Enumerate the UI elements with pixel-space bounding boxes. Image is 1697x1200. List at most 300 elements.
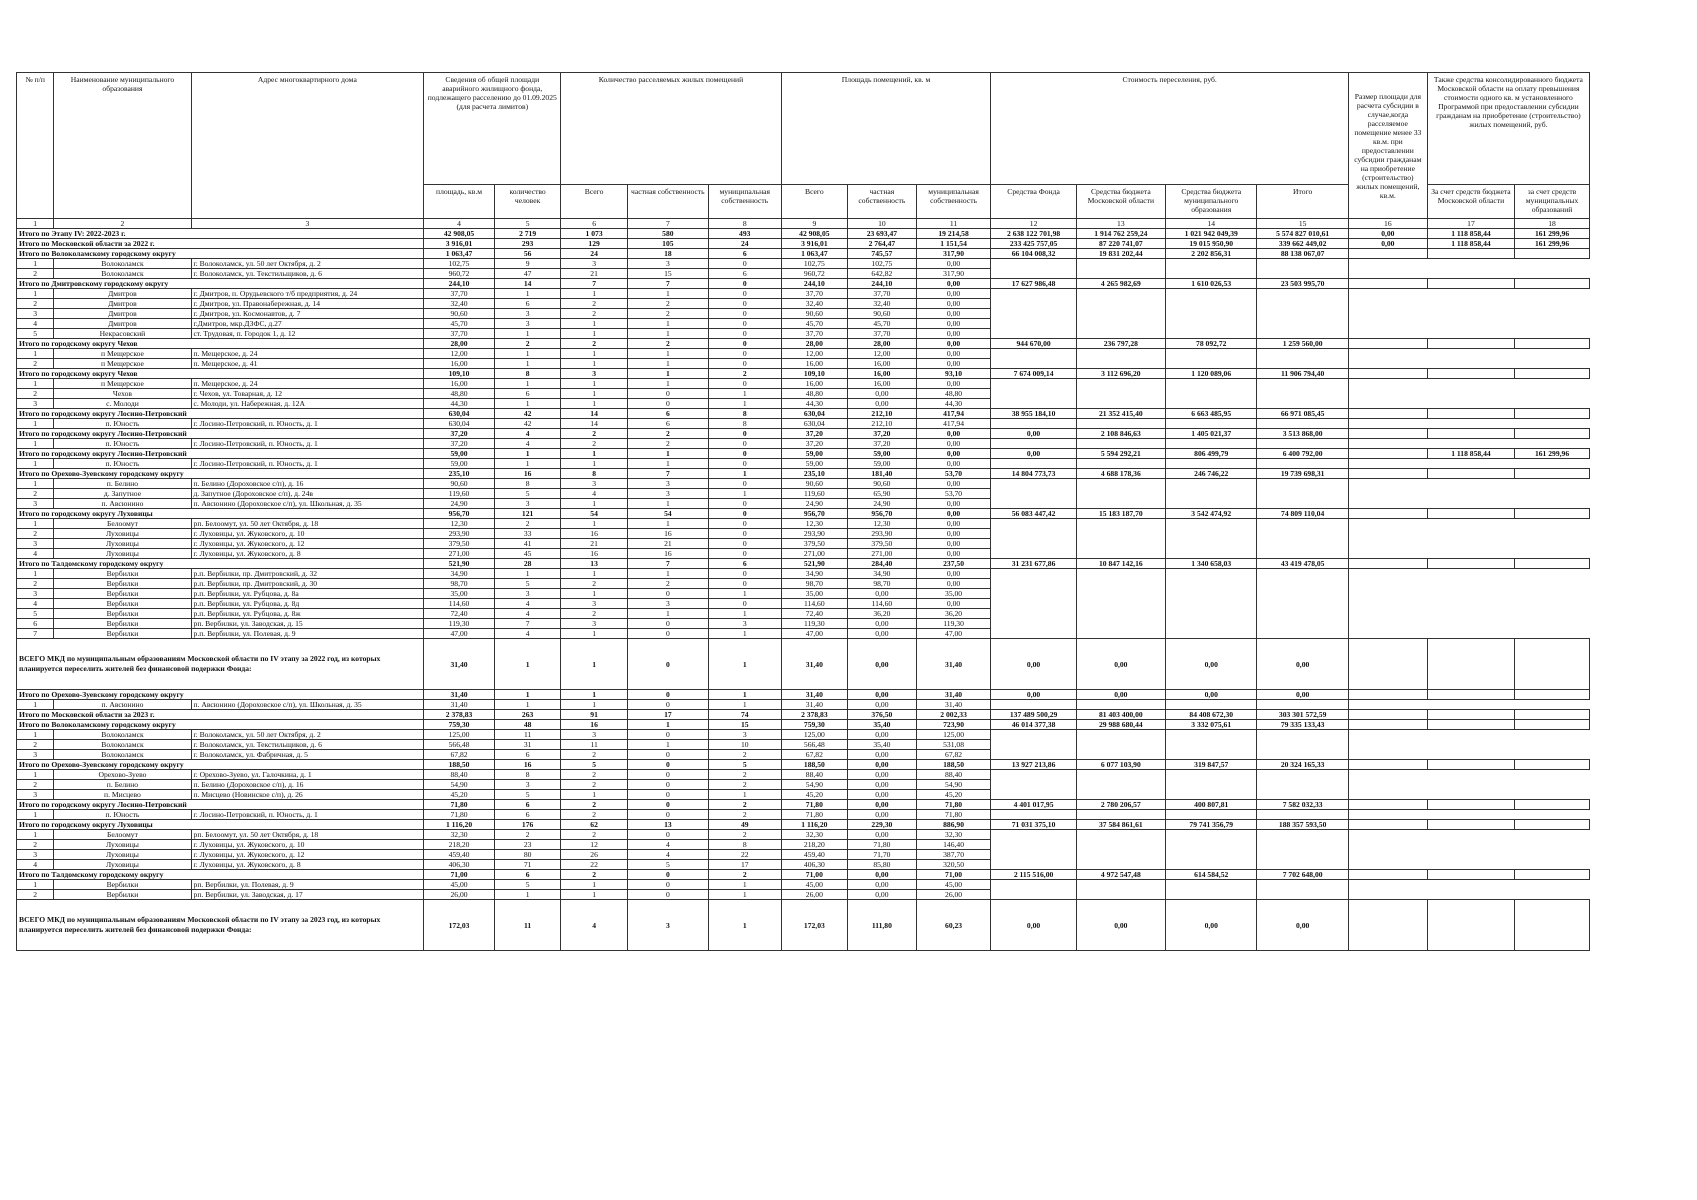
empty-cell bbox=[991, 609, 1076, 619]
empty-cell bbox=[991, 329, 1076, 339]
total-value bbox=[1427, 900, 1514, 951]
row-value: 0,00 bbox=[916, 309, 991, 319]
total-value bbox=[1515, 800, 1590, 810]
empty-cell bbox=[1427, 499, 1514, 509]
subtotal-row bbox=[17, 249, 1590, 259]
row-value: 0 bbox=[708, 499, 781, 509]
row-address: п. Мещерское, д. 24 bbox=[191, 349, 424, 359]
empty-cell bbox=[991, 529, 1076, 539]
row-value: 72,40 bbox=[781, 609, 847, 619]
row-value: 4 bbox=[627, 850, 708, 860]
subtotal-row bbox=[17, 229, 1590, 239]
empty-cell bbox=[1166, 850, 1257, 860]
total-label: Итого по городскому округу Лосино-Петровский bbox=[17, 800, 424, 810]
row-value: 1 bbox=[561, 379, 627, 389]
row-value: 32,30 bbox=[781, 830, 847, 840]
row-value: 0 bbox=[708, 259, 781, 269]
empty-cell bbox=[1348, 890, 1427, 900]
empty-cell bbox=[1427, 830, 1514, 840]
empty-cell bbox=[1427, 750, 1514, 760]
row-value: 85,80 bbox=[848, 860, 917, 870]
row-address: г. Луховицы, ул. Жуковского, д. 10 bbox=[191, 840, 424, 850]
total-value bbox=[1515, 720, 1590, 730]
header-address: Адрес многоквартирного дома bbox=[191, 73, 424, 219]
row-value: 0 bbox=[627, 780, 708, 790]
table-row bbox=[17, 790, 1590, 800]
row-value: 3 bbox=[561, 730, 627, 740]
row-value: 1 bbox=[627, 519, 708, 529]
header-rooms-muni: муниципальная собственность bbox=[708, 185, 781, 219]
table-row bbox=[17, 619, 1590, 629]
total-label: Итого по городскому округу Лосино-Петровский bbox=[17, 429, 424, 439]
empty-cell bbox=[1515, 860, 1590, 870]
total-value: 1 118 858,44 bbox=[1427, 229, 1514, 239]
empty-cell bbox=[1515, 539, 1590, 549]
empty-cell bbox=[1348, 830, 1427, 840]
row-value: 0 bbox=[708, 529, 781, 539]
column-number-row bbox=[17, 219, 1590, 229]
row-value: 98,70 bbox=[781, 579, 847, 589]
row-value: 2 bbox=[708, 830, 781, 840]
empty-cell bbox=[1515, 479, 1590, 489]
header-cost-muni: Средства бюджета муниципального образования bbox=[1166, 185, 1257, 219]
row-value: 2 bbox=[561, 750, 627, 760]
empty-cell bbox=[1257, 880, 1348, 890]
table-row bbox=[17, 259, 1590, 269]
row-number: 2 bbox=[17, 389, 54, 399]
row-value: 417,94 bbox=[916, 419, 991, 429]
empty-cell bbox=[1076, 750, 1165, 760]
empty-cell bbox=[1257, 349, 1348, 359]
empty-cell bbox=[1166, 299, 1257, 309]
total-value: 0 bbox=[708, 339, 781, 349]
row-value: 47,00 bbox=[781, 629, 847, 639]
empty-cell bbox=[1515, 519, 1590, 529]
empty-cell bbox=[991, 419, 1076, 429]
row-value: 0,00 bbox=[848, 830, 917, 840]
header-extra-region: За счет средств бюджета Московской области bbox=[1427, 185, 1514, 219]
total-value: 0 bbox=[708, 279, 781, 289]
row-value: 0,00 bbox=[848, 780, 917, 790]
empty-cell bbox=[1515, 389, 1590, 399]
row-value: 11 bbox=[494, 730, 561, 740]
row-value: 1 bbox=[561, 499, 627, 509]
row-value: 0,00 bbox=[848, 810, 917, 820]
row-value: 960,72 bbox=[424, 269, 495, 279]
row-number: 4 bbox=[17, 860, 54, 870]
row-number: 1 bbox=[17, 349, 54, 359]
empty-cell bbox=[1348, 519, 1427, 529]
total-value: 71 031 375,10 bbox=[991, 820, 1076, 830]
total-value: 38 955 184,10 bbox=[991, 409, 1076, 419]
empty-cell bbox=[1427, 890, 1514, 900]
row-value: 102,75 bbox=[424, 259, 495, 269]
row-value: 31 bbox=[494, 740, 561, 750]
empty-cell bbox=[1515, 379, 1590, 389]
empty-cell bbox=[1257, 529, 1348, 539]
empty-cell bbox=[991, 730, 1076, 740]
row-address: п. Авсюнино (Дороховское с/п), ул. Школьная, д. 35 bbox=[191, 499, 424, 509]
row-value: 67,82 bbox=[424, 750, 495, 760]
row-value: 9 bbox=[494, 259, 561, 269]
table-row bbox=[17, 830, 1590, 840]
total-value: 16 bbox=[494, 469, 561, 479]
total-value: 21 352 415,40 bbox=[1076, 409, 1165, 419]
total-value bbox=[1348, 449, 1427, 459]
total-value: 6 bbox=[708, 249, 781, 259]
empty-cell bbox=[1348, 810, 1427, 820]
total-value: 0,00 bbox=[848, 639, 917, 690]
row-value: 2 bbox=[561, 299, 627, 309]
total-value: 0,00 bbox=[848, 870, 917, 880]
row-value: 6 bbox=[494, 389, 561, 399]
empty-cell bbox=[1427, 589, 1514, 599]
row-value: 5 bbox=[494, 579, 561, 589]
empty-cell bbox=[1257, 479, 1348, 489]
table-row bbox=[17, 329, 1590, 339]
total-value: 31,40 bbox=[916, 690, 991, 700]
empty-cell bbox=[1348, 860, 1427, 870]
empty-cell bbox=[1076, 349, 1165, 359]
column-number: 13 bbox=[1076, 219, 1165, 229]
row-value: 67,82 bbox=[781, 750, 847, 760]
total-label: Итого по Волоколамскому городскому округу bbox=[17, 249, 424, 259]
empty-cell bbox=[991, 289, 1076, 299]
empty-cell bbox=[1427, 700, 1514, 710]
row-value: 566,48 bbox=[424, 740, 495, 750]
table-row bbox=[17, 379, 1590, 389]
row-value: 21 bbox=[561, 539, 627, 549]
empty-cell bbox=[1257, 309, 1348, 319]
row-value: 1 bbox=[708, 880, 781, 890]
empty-cell bbox=[1166, 880, 1257, 890]
empty-cell bbox=[991, 399, 1076, 409]
empty-cell bbox=[1515, 529, 1590, 539]
row-value: 88,40 bbox=[424, 770, 495, 780]
total-value: 31 231 677,86 bbox=[991, 559, 1076, 569]
row-value: 1 bbox=[561, 389, 627, 399]
empty-cell bbox=[1166, 750, 1257, 760]
empty-cell bbox=[1166, 830, 1257, 840]
row-value: 48,80 bbox=[781, 389, 847, 399]
row-value: 0 bbox=[708, 319, 781, 329]
row-value: 88,40 bbox=[781, 770, 847, 780]
total-value: 13 927 213,86 bbox=[991, 760, 1076, 770]
row-value: 1 bbox=[561, 459, 627, 469]
total-value bbox=[1515, 900, 1590, 951]
total-value: 2 378,83 bbox=[781, 710, 847, 720]
row-address: р.п. Вербилки, ул. Полевая, д. 9 bbox=[191, 629, 424, 639]
row-value: 12,30 bbox=[424, 519, 495, 529]
total-value bbox=[1515, 469, 1590, 479]
total-value: 2 780 206,57 bbox=[1076, 800, 1165, 810]
row-value: 3 bbox=[561, 599, 627, 609]
total-value: 0,00 bbox=[848, 690, 917, 700]
empty-cell bbox=[1257, 399, 1348, 409]
empty-cell bbox=[1515, 499, 1590, 509]
empty-cell bbox=[1427, 289, 1514, 299]
column-number: 5 bbox=[494, 219, 561, 229]
empty-cell bbox=[1166, 890, 1257, 900]
row-value: 0 bbox=[627, 830, 708, 840]
total-value: 28,00 bbox=[781, 339, 847, 349]
empty-cell bbox=[1166, 619, 1257, 629]
row-value: 34,90 bbox=[424, 569, 495, 579]
row-address: г. Луховицы, ул. Жуковского, д. 8 bbox=[191, 549, 424, 559]
table-row bbox=[17, 269, 1590, 279]
empty-cell bbox=[1257, 850, 1348, 860]
row-value: 387,70 bbox=[916, 850, 991, 860]
table-row bbox=[17, 780, 1590, 790]
table-row bbox=[17, 589, 1590, 599]
total-value bbox=[1515, 710, 1590, 720]
total-value: 19 015 950,90 bbox=[1166, 239, 1257, 249]
empty-cell bbox=[1166, 589, 1257, 599]
total-value: 2 bbox=[627, 429, 708, 439]
row-value: 1 bbox=[561, 890, 627, 900]
row-value: 0,00 bbox=[916, 549, 991, 559]
row-value: 0 bbox=[708, 379, 781, 389]
total-value: 1 116,20 bbox=[781, 820, 847, 830]
row-value: 2 bbox=[708, 750, 781, 760]
row-value: 71,70 bbox=[848, 850, 917, 860]
row-number: 1 bbox=[17, 830, 54, 840]
table-row bbox=[17, 549, 1590, 559]
total-value: 111,80 bbox=[848, 900, 917, 951]
total-value: 4 bbox=[561, 900, 627, 951]
total-value: 284,40 bbox=[848, 559, 917, 569]
empty-cell bbox=[1076, 419, 1165, 429]
row-value: 1 bbox=[561, 589, 627, 599]
row-value: 1 bbox=[561, 569, 627, 579]
row-value: 0 bbox=[627, 730, 708, 740]
row-value: 0,00 bbox=[916, 329, 991, 339]
total-value: 48 bbox=[494, 720, 561, 730]
total-value: 66 104 008,32 bbox=[991, 249, 1076, 259]
total-value: 23 503 995,70 bbox=[1257, 279, 1348, 289]
row-value: 24,90 bbox=[424, 499, 495, 509]
row-value: 32,30 bbox=[916, 830, 991, 840]
row-address: р.п. Вербилки, пр. Дмитровский, д. 30 bbox=[191, 579, 424, 589]
total-value bbox=[1427, 870, 1514, 880]
row-value: 1 bbox=[494, 459, 561, 469]
total-value: 28 bbox=[494, 559, 561, 569]
empty-cell bbox=[1515, 599, 1590, 609]
empty-cell bbox=[1166, 459, 1257, 469]
total-value: 1 bbox=[561, 690, 627, 700]
empty-cell bbox=[1076, 389, 1165, 399]
row-value: 16,00 bbox=[781, 379, 847, 389]
row-value: 3 bbox=[627, 479, 708, 489]
empty-cell bbox=[1166, 379, 1257, 389]
row-municipality: Дмитров bbox=[54, 309, 191, 319]
total-value: 2 bbox=[708, 800, 781, 810]
row-value: 0 bbox=[627, 589, 708, 599]
empty-cell bbox=[1427, 379, 1514, 389]
total-value: 2 bbox=[561, 870, 627, 880]
total-value: 6 077 103,90 bbox=[1076, 760, 1165, 770]
row-number: 1 bbox=[17, 730, 54, 740]
empty-cell bbox=[991, 569, 1076, 579]
table-row bbox=[17, 529, 1590, 539]
total-value: 24 bbox=[708, 239, 781, 249]
row-value: 45 bbox=[494, 549, 561, 559]
row-value: 35,00 bbox=[781, 589, 847, 599]
row-value: 212,10 bbox=[848, 419, 917, 429]
empty-cell bbox=[991, 850, 1076, 860]
subtotal-row bbox=[17, 279, 1590, 289]
total-value: 91 bbox=[561, 710, 627, 720]
total-value bbox=[1348, 559, 1427, 569]
row-value: 0 bbox=[627, 790, 708, 800]
empty-cell bbox=[1348, 299, 1427, 309]
row-value: 1 bbox=[561, 359, 627, 369]
row-value: 379,50 bbox=[781, 539, 847, 549]
empty-cell bbox=[1076, 880, 1165, 890]
total-value bbox=[1427, 509, 1514, 519]
empty-cell bbox=[1348, 419, 1427, 429]
row-value: 1 bbox=[561, 880, 627, 890]
total-value: 0 bbox=[627, 760, 708, 770]
total-value: 109,10 bbox=[781, 369, 847, 379]
empty-cell bbox=[1076, 700, 1165, 710]
total-value: 71,80 bbox=[781, 800, 847, 810]
row-value: 14 bbox=[561, 419, 627, 429]
empty-cell bbox=[1515, 489, 1590, 499]
row-value: 35,40 bbox=[848, 740, 917, 750]
empty-cell bbox=[1427, 399, 1514, 409]
row-value: 119,30 bbox=[916, 619, 991, 629]
row-value: 0,00 bbox=[848, 880, 917, 890]
total-value: 6 bbox=[494, 800, 561, 810]
row-municipality: Луховицы bbox=[54, 840, 191, 850]
row-value: 642,82 bbox=[848, 269, 917, 279]
row-value: 125,00 bbox=[424, 730, 495, 740]
total-value: 109,10 bbox=[424, 369, 495, 379]
total-value: 31,40 bbox=[424, 690, 495, 700]
empty-cell bbox=[1348, 730, 1427, 740]
empty-cell bbox=[1257, 289, 1348, 299]
row-value: 2 bbox=[708, 780, 781, 790]
row-number: 2 bbox=[17, 890, 54, 900]
empty-cell bbox=[1166, 810, 1257, 820]
empty-cell bbox=[1257, 569, 1348, 579]
row-value: 2 bbox=[708, 770, 781, 780]
empty-cell bbox=[1166, 399, 1257, 409]
total-value: 1 610 026,53 bbox=[1166, 279, 1257, 289]
row-value: 32,40 bbox=[781, 299, 847, 309]
total-value: 14 bbox=[561, 409, 627, 419]
empty-cell bbox=[1257, 419, 1348, 429]
subtotal-row bbox=[17, 800, 1590, 810]
table-row bbox=[17, 579, 1590, 589]
total-value: 66 971 085,45 bbox=[1257, 409, 1348, 419]
total-value: 62 bbox=[561, 820, 627, 830]
total-value: 13 bbox=[561, 559, 627, 569]
empty-cell bbox=[1515, 810, 1590, 820]
empty-cell bbox=[991, 379, 1076, 389]
total-label: Итого по городскому округу Чехов bbox=[17, 339, 424, 349]
row-value: 1 bbox=[708, 489, 781, 499]
row-address: ст. Трудовая, п. Городок 1, д. 12 bbox=[191, 329, 424, 339]
row-value: 1 bbox=[708, 389, 781, 399]
row-number: 2 bbox=[17, 780, 54, 790]
row-value: 1 bbox=[561, 349, 627, 359]
row-value: 1 bbox=[561, 289, 627, 299]
empty-cell bbox=[991, 269, 1076, 279]
total-value: 29 988 680,44 bbox=[1076, 720, 1165, 730]
row-value: 0 bbox=[627, 750, 708, 760]
row-address: г. Дмитров, ул. Космонавтов, д. 7 bbox=[191, 309, 424, 319]
total-label: Итого по Талдомскому городскому округу bbox=[17, 559, 424, 569]
empty-cell bbox=[1166, 329, 1257, 339]
empty-cell bbox=[1076, 359, 1165, 369]
row-value: 0 bbox=[708, 549, 781, 559]
row-address: г. Дмитров, ул. Правонабережная, д. 14 bbox=[191, 299, 424, 309]
row-value: 0 bbox=[708, 599, 781, 609]
total-value: 0 bbox=[708, 429, 781, 439]
row-value: 119,60 bbox=[424, 489, 495, 499]
total-value: 11 bbox=[494, 900, 561, 951]
total-value: 172,03 bbox=[424, 900, 495, 951]
header-sqm-muni: муниципальная собственность bbox=[916, 185, 991, 219]
total-value: 745,57 bbox=[848, 249, 917, 259]
total-value: 37,20 bbox=[848, 429, 917, 439]
row-address: п. Белино (Дороховское с/п), д. 16 bbox=[191, 479, 424, 489]
row-municipality: Луховицы bbox=[54, 860, 191, 870]
row-value: 3 bbox=[561, 619, 627, 629]
empty-cell bbox=[1257, 860, 1348, 870]
row-number: 1 bbox=[17, 700, 54, 710]
row-address: г. Чехов, ул. Товарная, д. 12 bbox=[191, 389, 424, 399]
empty-cell bbox=[1257, 459, 1348, 469]
header-people: количество человек bbox=[494, 185, 561, 219]
subtotal-row bbox=[17, 369, 1590, 379]
empty-cell bbox=[991, 830, 1076, 840]
row-value: 3 bbox=[494, 499, 561, 509]
row-value: 90,60 bbox=[424, 479, 495, 489]
empty-cell bbox=[1427, 579, 1514, 589]
total-value: 161 299,96 bbox=[1515, 239, 1590, 249]
table-row bbox=[17, 299, 1590, 309]
row-value: 37,20 bbox=[848, 439, 917, 449]
row-value: 0,00 bbox=[916, 579, 991, 589]
row-value: 1 bbox=[708, 629, 781, 639]
total-value: 43 419 478,05 bbox=[1257, 559, 1348, 569]
empty-cell bbox=[991, 309, 1076, 319]
empty-cell bbox=[1257, 489, 1348, 499]
total-value: 229,30 bbox=[848, 820, 917, 830]
empty-cell bbox=[1427, 850, 1514, 860]
row-municipality: Вербилки bbox=[54, 599, 191, 609]
row-value: 293,90 bbox=[781, 529, 847, 539]
row-value: 10 bbox=[708, 740, 781, 750]
empty-cell bbox=[1076, 259, 1165, 269]
subtotal-row bbox=[17, 449, 1590, 459]
row-value: 114,60 bbox=[781, 599, 847, 609]
total-value bbox=[1348, 639, 1427, 690]
total-value: 31,40 bbox=[916, 639, 991, 690]
empty-cell bbox=[991, 890, 1076, 900]
row-value: 26,00 bbox=[781, 890, 847, 900]
row-value: 1 bbox=[561, 519, 627, 529]
row-value: 2 bbox=[627, 579, 708, 589]
row-value: 65,90 bbox=[848, 489, 917, 499]
total-value: 0,00 bbox=[1257, 690, 1348, 700]
empty-cell bbox=[1166, 309, 1257, 319]
table-row bbox=[17, 319, 1590, 329]
total-value: 956,70 bbox=[424, 509, 495, 519]
